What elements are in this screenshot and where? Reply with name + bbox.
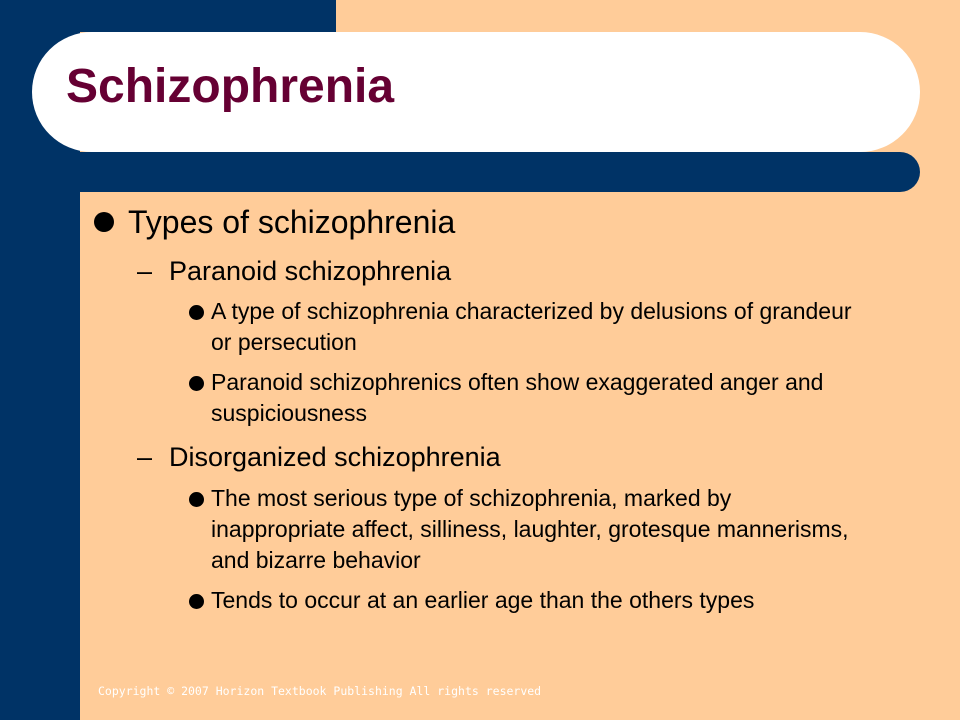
list-item (189, 483, 879, 576)
subheading-text: Paranoid schizophrenia (169, 256, 452, 286)
dash-marker: – (137, 256, 153, 286)
copyright-notice: Copyright © 2007 Horizon Textbook Publishing All rights reserved (98, 684, 542, 698)
bullet-text: Types of schizophrenia (128, 204, 456, 240)
bullet-dot-icon (189, 492, 204, 507)
list-item (189, 367, 879, 429)
dash-marker: – (137, 442, 153, 472)
bullet-dot-icon (189, 305, 204, 320)
subheading-text: Disorganized schizophrenia (169, 442, 501, 472)
list-item-text: The most serious type of schizophrenia, marked by inappropriate affect, silliness, laughter, grotesque mannerisms, and bizarre behavior (211, 485, 849, 573)
bullet-dot-icon (189, 376, 204, 391)
list-item (189, 585, 879, 616)
list-item-text: A type of schizophrenia characterized by delusions of grandeur or persecution (211, 298, 852, 355)
bullet-dot-icon (189, 594, 204, 609)
slide-title: Schizophrenia (66, 60, 395, 113)
bullet-dot-icon (94, 212, 114, 232)
list-item (189, 296, 879, 358)
list-item-text: Tends to occur at an earlier age than the others types (211, 587, 755, 613)
list-item-text: Paranoid schizophrenics often show exaggerated anger and suspiciousness (211, 369, 824, 426)
